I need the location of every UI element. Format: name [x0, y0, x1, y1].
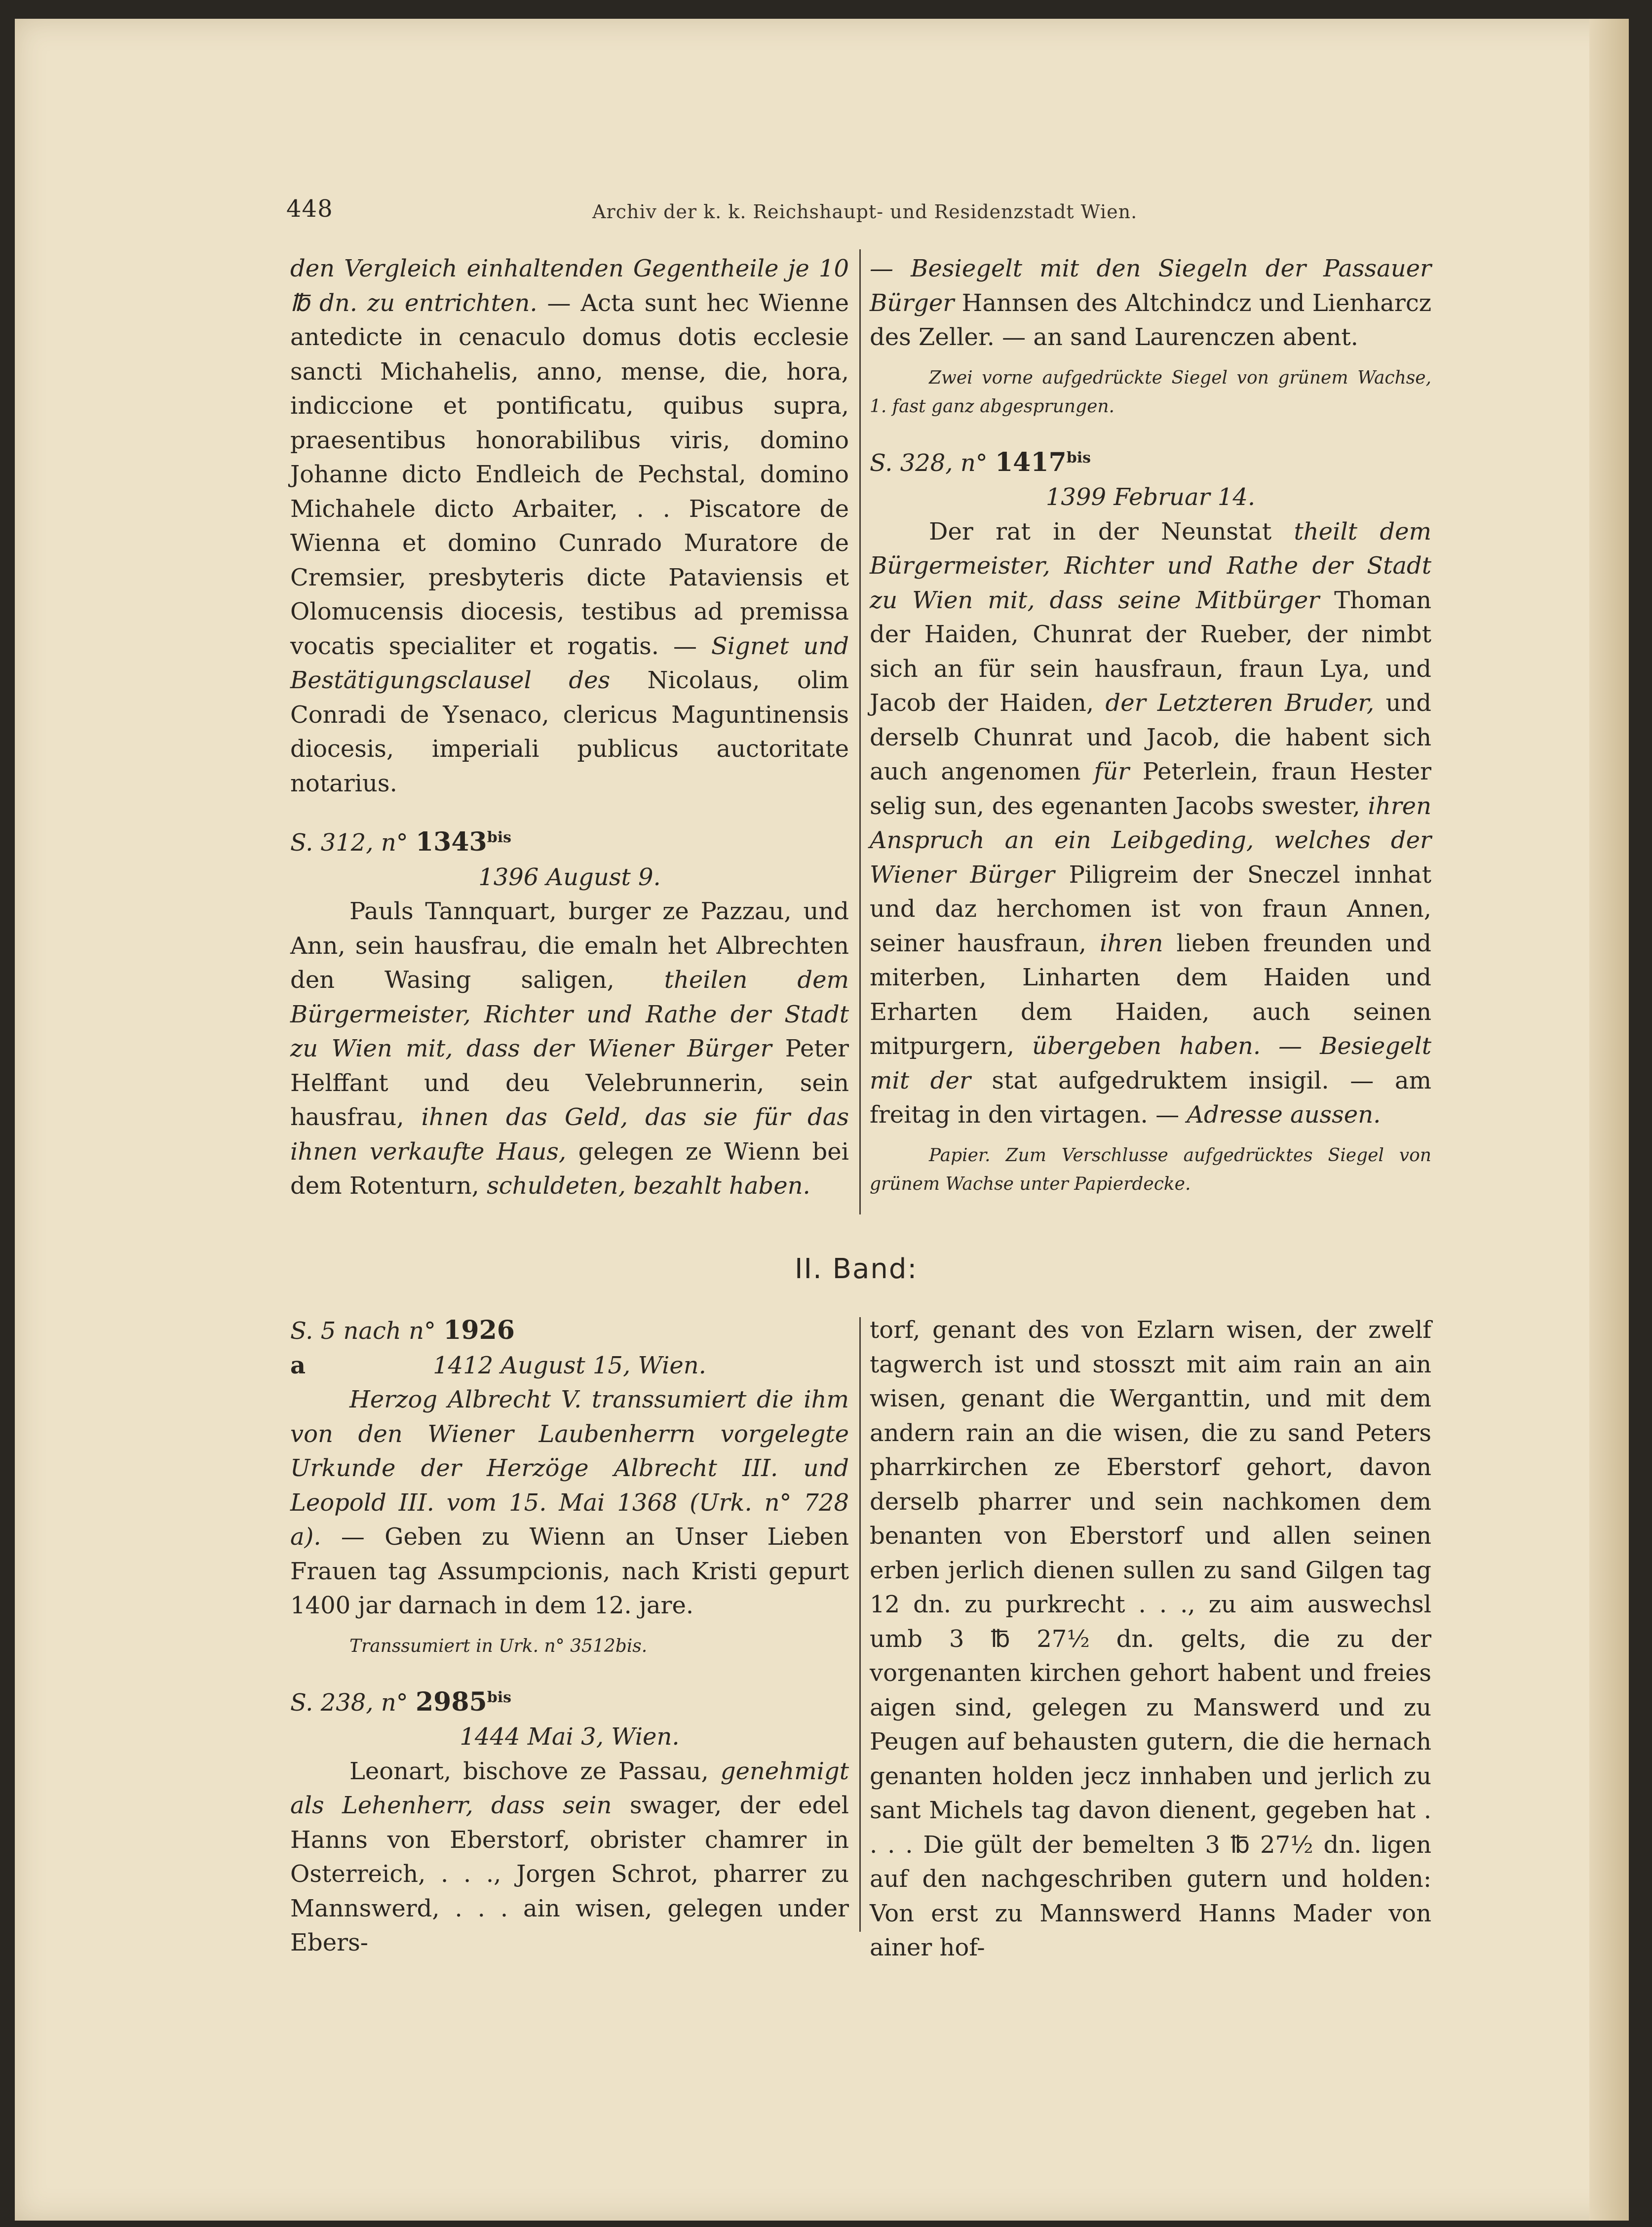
text: stat aufgedruktem insigil. — am freitag in den virtagen. —: [870, 1066, 1431, 1129]
italic-text: theilen dem Bürgermeister, Richter und Rathe der Stadt zu Wien mit, dass der Wiener Bürger: [290, 966, 849, 1062]
entry-sup: bis: [1066, 449, 1091, 467]
paragraph: [870, 515, 1431, 1133]
italic-text: Signet und Bestätigungsclausel des: [290, 632, 849, 694]
italic-text: Adresse aussen.: [1187, 1101, 1381, 1129]
entry-date: 1399 Februar 14.: [1045, 483, 1256, 511]
page-number: 448: [286, 195, 333, 223]
paragraph: [290, 252, 849, 801]
italic-text: schuldeten, bezahlt haben.: [487, 1172, 810, 1200]
entry-date: 1444 Mai 3, Wien.: [460, 1723, 680, 1751]
paragraph: [290, 895, 849, 1204]
entry-reference: [290, 1313, 849, 1349]
ref-prefix: S. 238, n°: [290, 1688, 408, 1717]
italic-text: Herzog Albrecht V. transsumiert die ihm von den Wiener Laubenherrn vorgelegte Urkunde der Herzöge Albrecht III. und Leopold III. vom 15. Mai 1368 (Urk. n° 728 a).: [290, 1386, 849, 1551]
text: Piligreim der Sneczel innhat und daz herchomen ist von fraun Annen, seiner hausfraun,: [870, 860, 1432, 957]
running-header: [286, 195, 1431, 234]
entry-reference: [290, 1680, 849, 1720]
entry-date: 1396 August 9.: [478, 863, 661, 891]
italic-text: theilt dem Bürgermeister, Richter und Rathe der Stadt zu Wien mit, dass seine Mitbürger: [870, 517, 1431, 614]
section-title: II. Band:: [795, 1253, 918, 1285]
note: Transsumiert in Urk. n° 3512bis.: [349, 1636, 648, 1656]
text: — Acta sunt hec Wienne antedicte in cenaculo domus dotis ecclesie sancti Michahelis, anno, mense, die, hora, indiccione et pontificatu, quibus supra, praesentibus honorabilibus viris, domino Johanne dicto Endleich de Pechstal, domino Michahele dicto Arbaiter, . . Piscatore de Wienna et domino Cunrado Muratore de Cremsier, presbyteris dicte Pataviensis et Olomucensis diocesis, testibus ad premissa vocatis specialiter et rogatis. —: [290, 289, 849, 660]
entry-sup: bis: [487, 829, 511, 846]
text: Nicolaus, olim Conradi de Ysenaco, clericus Maguntinensis diocesis, imperiali publicus auctoritate notarius.: [290, 666, 849, 797]
italic-text: übergeben haben. — Besiegelt mit der: [870, 1032, 1431, 1094]
column-rule-top: [859, 249, 861, 1214]
column-rule-bottom: [859, 1317, 861, 1932]
right-column-top: [870, 252, 1431, 1204]
entry-number: 1343: [416, 827, 487, 857]
italic-text: — Besiegelt mit den Siegeln der Passauer Bürger: [870, 255, 1431, 317]
date-text: 1412 August 15, Wien.: [433, 1351, 706, 1379]
entry-suffix: a: [290, 1351, 306, 1379]
italic-text: der Letzteren Bruder,: [1105, 689, 1375, 717]
running-title: Archiv der k. k. Reichshaupt- und Residenzstadt Wien.: [592, 201, 1138, 223]
paragraph: [290, 1755, 849, 1960]
page-gutter: [1589, 19, 1629, 2221]
note: Papier. Zum Verschlusse aufgedrücktes Siegel von grünem Wachse unter Papierdecke.: [870, 1145, 1431, 1194]
right-column-bottom: [870, 1313, 1431, 1965]
italic-text: ihren Anspruch an ein Leibgeding, welches der Wiener Bürger: [870, 792, 1431, 889]
ref-prefix: S. 312, n°: [290, 829, 408, 857]
entry-sup: bis: [487, 1688, 511, 1706]
text: — Geben zu Wienn an Unser Lieben Frauen tag Assumpcionis, nach Kristi gepurt 1400 jar darnach in dem 12. jare.: [290, 1523, 849, 1619]
ref-prefix: S. 5 nach n°: [290, 1317, 436, 1345]
italic-text: für: [1094, 758, 1130, 785]
entry-reference: [870, 441, 1431, 481]
italic-text: den Vergleich einhaltenden Gegentheile je 10 ℔ dn. zu entrichten.: [290, 255, 849, 317]
paragraph: [870, 252, 1431, 355]
text: Peterlein, fraun Hester selig sun, des egenanten Jacobs swester,: [870, 758, 1431, 820]
text: Leonart, bischove ze Passau,: [349, 1757, 721, 1785]
text: Thoman der Haiden, Chunrat der Rueber, der nimbt sich an für sein hausfraun, fraun Lya, und Jacob der Haiden,: [870, 586, 1432, 717]
paragraph: [290, 1383, 849, 1623]
entry-date: [290, 1349, 849, 1383]
entry-number: 1417: [995, 447, 1067, 477]
italic-text: ihnen das Geld, das sie für das ihnen verkaufte Haus,: [290, 1103, 849, 1166]
text: Der rat in der Neunstat: [929, 517, 1294, 546]
entry-number: 1926: [443, 1315, 515, 1345]
text: lieben freunden und miterben, Linharten dem Haiden und Erharten dem Haiden, auch seinen mitpurgern,: [870, 929, 1431, 1060]
text: Pauls Tannquart, burger ze Pazzau, und Ann, sein hausfrau, die emaln het Albrechten den Wasing saligen,: [290, 898, 849, 994]
text: swager, der edel Hanns von Eberstorf, obrister chamrer in Osterreich, . . ., Jorgen Schrot, pharrer zu Mannswerd, . . . ain wisen, gelegen under Ebers-: [290, 1792, 849, 1956]
note: Zwei vorne aufgedrückte Siegel von grünem Wachse, 1. fast ganz abgesprungen.: [870, 367, 1431, 417]
text: Peter Helffant und deu Velebrunnerin, sein hausfrau,: [290, 1035, 849, 1131]
ref-prefix: S. 328, n°: [870, 449, 988, 477]
italic-text: genehmigt als Lehenherr, dass sein: [290, 1757, 849, 1819]
entry-reference: [290, 820, 849, 860]
entry-number: 2985: [416, 1686, 487, 1717]
paragraph: torf, genant des von Ezlarn wisen, der zwelf tagwerch ist und stosszt mit aim rain an ain wisen, genant die Werganttin, und mit dem andern rain an die wisen, die zu sand Peters pharrkirchen ze Eberstorf gehort, davon derselb pharrer und sein nachkomen dem benanten von Eberstorf und allen seinen erben jerlich dienen sullen zu sand Gilgen tag 12 dn. zu purkrecht . . ., zu aim auswechsl umb 3 ℔ 27½ dn. gelts, die zu der vorgenanten kirchen gehort habent und freies aigen sind, gelegen zu Manswerd und zu Peugen auf behausten gutern, die die hernach genanten holden jecz innhaben und jerlich zu sant Michels tag davon dienent, gegeben hat . . . . Die gült der bemelten 3 ℔ 27½ dn. ligen auf den nachgeschriben gutern und holden: Von erst zu Mannswerd Hanns Mader von ainer hof-: [870, 1316, 1431, 1961]
left-column-bottom: [290, 1313, 849, 1960]
italic-text: ihren: [1100, 929, 1163, 957]
text: und derselb Chunrat und Jacob, die habent sich auch angenomen: [870, 689, 1432, 785]
text: Hannsen des Altchindcz und Lienharcz des Zeller. — an sand Laurenczen abent.: [870, 289, 1431, 351]
text: gelegen ze Wienn bei dem Rotenturn,: [290, 1137, 849, 1200]
left-column-top: [290, 252, 849, 1204]
